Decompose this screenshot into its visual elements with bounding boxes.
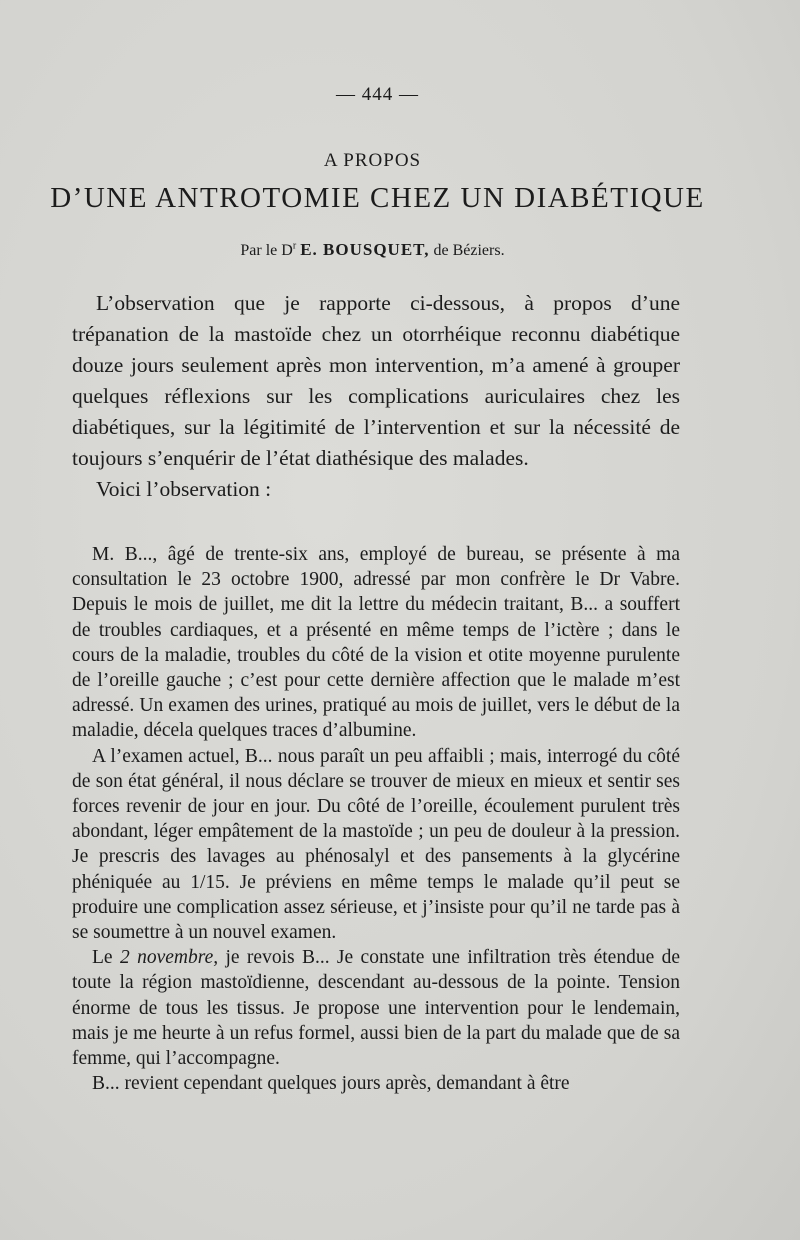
observation-paragraph-4: B... revient cependant quelques jours après, demandant à être <box>92 1073 570 1095</box>
byline-sup: r <box>292 240 297 252</box>
page-number: — 444 — <box>336 84 419 105</box>
article-kicker: A PROPOS <box>323 150 422 171</box>
intro-paragraph: L’observation que je rapporte ci-dessous, à propos d’une trépanation de la mastoïde chez un otorrhéique reconnu diabétique douze jours seulement après mon intervention, m’a amené à grouper quelques réflexions sur les complications auriculaires chez les diabétiques, sur la légitimité de l’intervention et sur la nécessité de toujours s’enquérir de l’état diathésique des malades. <box>72 291 680 470</box>
intro-lead-in: Voici l’observation : <box>96 477 272 501</box>
introduction <box>72 288 680 505</box>
observation-paragraph-1: M. B..., âgé de trente-six ans, employé de bureau, se présente à ma consultation le 23 octobre 1900, adressé par mon confrère le Dr Vabre. Depuis le mois de juillet, me dit la lettre du médecin traitant, B... a souffert de troubles cardiaques, et a présenté en même temps de l’ictère ; dans le cours de la maladie, troubles du côté de la vision et otite moyenne purulente de l’oreille gauche ; c’est pour cette dernière affection que le malade m’est adressé. Un examen des urines, pratiqué au mois de juillet, vers le début de la maladie, décela quelques traces d’albumine. <box>72 544 680 742</box>
observation-paragraph-2: A l’examen actuel, B... nous paraît un peu affaibli ; mais, interrogé du côté de son état général, il nous déclare se trouver de mieux en mieux et sentir ses forces revenir de jour en jour. Du côté de l’oreille, écoulement purulent très abondant, léger empâtement de la mastoïde ; un peu de douleur à la pression. Je prescris des lavages au phénosalyl et des pansements à la glycérine phéniquée au 1/15. Je préviens en même temps le malade qu’il peut se produire une complication assez sérieuse, et j’insiste pour qu’il ne tarde pas à se soumettre à un nouvel examen. <box>72 745 680 944</box>
observation-text <box>72 542 680 1096</box>
author-name: E. BOUSQUET, <box>300 240 430 259</box>
article-title: D’UNE ANTROTOMIE CHEZ UN DIABÉTIQUE <box>50 182 705 214</box>
date-italic: 2 novembre, <box>119 947 219 969</box>
byline-suffix: de Béziers. <box>433 242 505 259</box>
byline <box>0 240 745 260</box>
paragraph-lead: Le <box>92 947 113 969</box>
paragraph-rest: je revois B... Je constate une infiltration très étendue de toute la région mastoïdienne, descendant au-dessous de la pointe. Tension énorme de tous les tissus. Je propose une intervention pour le lendemain, mais je me heurte à un refus formel, aussi bien de la part du malade que de sa femme, qui l’accompagne. <box>72 947 681 1070</box>
byline-prefix: Par le D <box>240 242 293 259</box>
observation-paragraph-3 <box>72 945 680 1071</box>
